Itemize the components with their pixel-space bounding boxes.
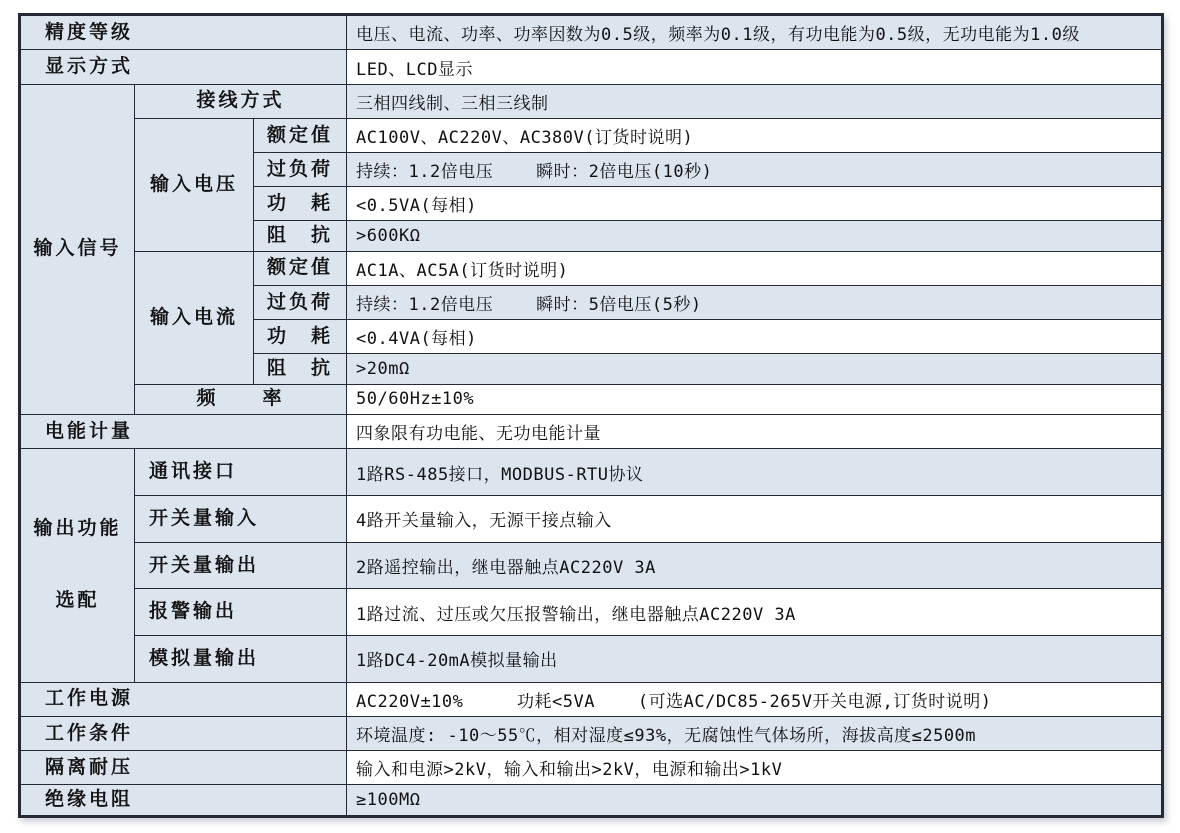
row-display-value: LED、LCD显示 <box>347 50 1163 84</box>
row-current-impedance-label: 阻 抗 <box>254 354 347 384</box>
table-row <box>20 118 1163 152</box>
row-current-overload-label: 过负荷 <box>254 285 347 319</box>
row-frequency-label: 频 率 <box>135 384 347 414</box>
row-current-impedance-value: >20mΩ <box>347 354 1163 384</box>
row-digital-input-value: 4路开关量输入，无源干接点输入 <box>347 495 1163 542</box>
input-voltage-group-label: 输入电压 <box>135 118 254 251</box>
output-functions-line1: 输出功能 <box>33 518 122 540</box>
row-digital-input-label: 开关量输入 <box>135 495 347 542</box>
row-power-supply-label: 工作电源 <box>20 682 347 716</box>
input-current-group-label: 输入电流 <box>135 251 254 384</box>
row-alarm-output-value: 1路过流、过压或欠压报警输出，继电器触点AC220V 3A <box>347 589 1163 636</box>
row-display-label: 显示方式 <box>20 50 347 84</box>
row-voltage-impedance-value: >600KΩ <box>347 221 1163 251</box>
table-row <box>20 384 1163 414</box>
table-row <box>20 785 1163 817</box>
row-frequency-value: 50/60Hz±10% <box>347 384 1163 414</box>
table-row <box>20 716 1163 750</box>
row-voltage-consumption-label: 功 耗 <box>254 187 347 221</box>
row-insulation-resistance-value: ≥100MΩ <box>347 785 1163 817</box>
spec-table <box>18 13 1164 818</box>
row-voltage-rated-label: 额定值 <box>254 118 347 152</box>
row-energy-metering-label: 电能计量 <box>20 415 347 449</box>
table-row <box>20 415 1163 449</box>
table-row <box>20 682 1163 716</box>
row-power-supply-value: AC220V±10% 功耗<5VA (可选AC/DC85-265V开关电源,订货时说明) <box>347 682 1163 716</box>
row-digital-output-label: 开关量输出 <box>135 542 347 589</box>
table-row <box>20 50 1163 84</box>
table-row <box>20 589 1163 636</box>
table-row <box>20 751 1163 785</box>
row-wiring-label: 接线方式 <box>135 84 347 118</box>
row-current-rated-value: AC1A、AC5A(订货时说明) <box>347 251 1163 285</box>
row-current-consumption-label: 功 耗 <box>254 320 347 354</box>
row-analog-output-label: 模拟量输出 <box>135 635 347 682</box>
spec-sheet <box>18 13 1164 818</box>
row-current-overload-value: 持续：1.2倍电压 瞬时：5倍电压(5秒) <box>347 285 1163 319</box>
row-wiring-value: 三相四线制、三相三线制 <box>347 84 1163 118</box>
row-comm-interface-label: 通讯接口 <box>135 449 347 496</box>
row-working-conditions-label: 工作条件 <box>20 716 347 750</box>
row-current-rated-label: 额定值 <box>254 251 347 285</box>
row-voltage-overload-label: 过负荷 <box>254 153 347 187</box>
table-row <box>20 542 1163 589</box>
row-voltage-rated-value: AC100V、AC220V、AC380V(订货时说明) <box>347 118 1163 152</box>
row-working-conditions-value: 环境温度: -10～55℃，相对湿度≤93%，无腐蚀性气体场所，海拔高度≤2500m <box>347 716 1163 750</box>
table-row <box>20 495 1163 542</box>
row-voltage-consumption-value: <0.5VA(每相) <box>347 187 1163 221</box>
table-row <box>20 449 1163 496</box>
row-analog-output-value: 1路DC4-20mA模拟量输出 <box>347 635 1163 682</box>
table-row <box>20 84 1163 118</box>
row-digital-output-value: 2路遥控输出，继电器触点AC220V 3A <box>347 542 1163 589</box>
row-insulation-resistance-label: 绝缘电阻 <box>20 785 347 817</box>
row-accuracy-value: 电压、电流、功率、功率因数为0.5级，频率为0.1级，有功电能为0.5级，无功电能为1.0级 <box>347 15 1163 50</box>
row-isolation-voltage-label: 隔离耐压 <box>20 751 347 785</box>
row-comm-interface-value: 1路RS-485接口，MODBUS-RTU协议 <box>347 449 1163 496</box>
output-functions-line2: 选配 <box>55 590 100 612</box>
row-isolation-voltage-value: 输入和电源>2kV，输入和输出>2kV，电源和输出>1kV <box>347 751 1163 785</box>
row-voltage-overload-value: 持续：1.2倍电压 瞬时：2倍电压(10秒) <box>347 153 1163 187</box>
input-signal-group-label: 输入信号 <box>20 84 135 414</box>
table-row <box>20 251 1163 285</box>
table-row <box>20 635 1163 682</box>
row-current-consumption-value: <0.4VA(每相) <box>347 320 1163 354</box>
row-voltage-impedance-label: 阻 抗 <box>254 221 347 251</box>
table-row <box>20 15 1163 50</box>
row-accuracy-label: 精度等级 <box>20 15 347 50</box>
output-functions-group-label <box>20 449 135 682</box>
row-alarm-output-label: 报警输出 <box>135 589 347 636</box>
row-energy-metering-value: 四象限有功电能、无功电能计量 <box>347 415 1163 449</box>
